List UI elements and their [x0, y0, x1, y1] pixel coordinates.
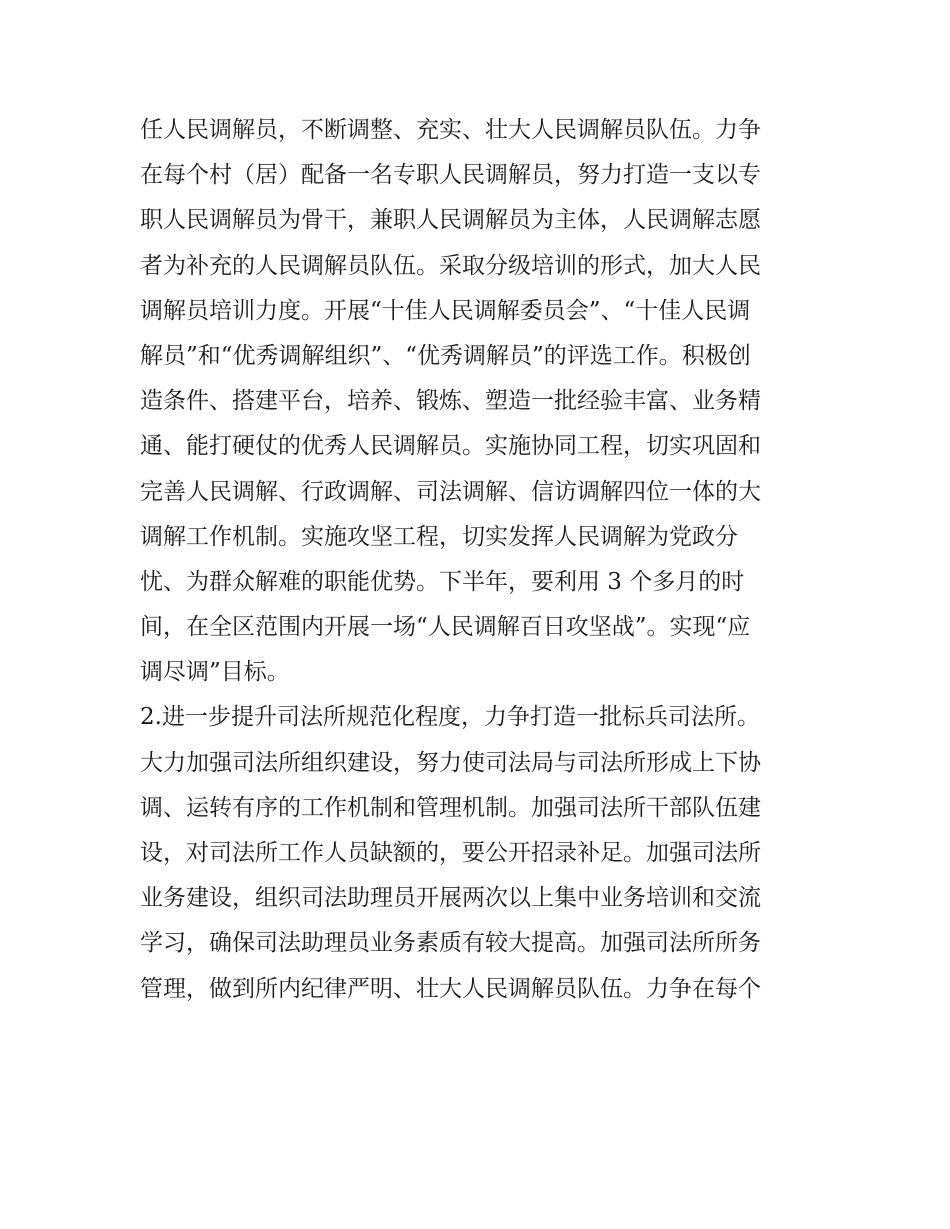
- body-text: [140, 108, 820, 1012]
- text-line: 调解工作机制。实施攻坚工程，切实发挥人民调解为党政分: [140, 523, 738, 550]
- text-line: 间，在全区范围内开展一场“人民调解百日攻坚战”。实现“应: [140, 614, 751, 641]
- text-line: 造条件、搭建平台，培养、锻炼、塑造一批经验丰富、业务精: [140, 388, 761, 415]
- text-line: 大力加强司法所组织建设，努力使司法局与司法所形成上下协: [140, 749, 761, 776]
- text-line: 业务建设，组织司法助理员开展两次以上集中业务培训和交流: [140, 885, 761, 912]
- text-line: 通、能打硬仗的优秀人民调解员。实施协同工程，切实巩固和: [140, 433, 761, 460]
- text-line: 忧、为群众解难的职能优势。下半年，要利用 3 个多月的时: [140, 568, 745, 595]
- text-line: 调、运转有序的工作机制和管理机制。加强司法所干部队伍建: [140, 794, 761, 821]
- text-line: 设，对司法所工作人员缺额的，要公开招录补足。加强司法所: [140, 840, 761, 866]
- text-line: 调解员培训力度。开展“十佳人民调解委员会”、“十佳人民调: [140, 297, 751, 324]
- text-line: 解员”和“优秀调解组织”、“优秀调解员”的评选工作。积极创: [140, 342, 751, 369]
- section-heading: 2.进一步提升司法所规范化程度，力争打造一批标兵司法所。: [140, 704, 760, 731]
- text-line: 在每个村（居）配备一名专职人民调解员，努力打造一支以专: [140, 162, 761, 189]
- text-line: 调尽调”目标。: [140, 659, 290, 686]
- text-line: 任人民调解员，不断调整、充实、壮大人民调解员队伍。力争: [140, 117, 761, 143]
- text-line: 完善人民调解、行政调解、司法调解、信访调解四位一体的大: [140, 478, 761, 505]
- text-line: 管理，做到所内纪律严明、壮大人民调解员队伍。力争在每个: [140, 975, 761, 1002]
- text-line: 职人民调解员为骨干，兼职人民调解员为主体，人民调解志愿: [140, 207, 761, 234]
- text-line: 者为补充的人民调解员队伍。采取分级培训的形式，加大人民: [140, 252, 761, 279]
- text-line: 学习，确保司法助理员业务素质有较大提高。加强司法所所务: [140, 930, 761, 957]
